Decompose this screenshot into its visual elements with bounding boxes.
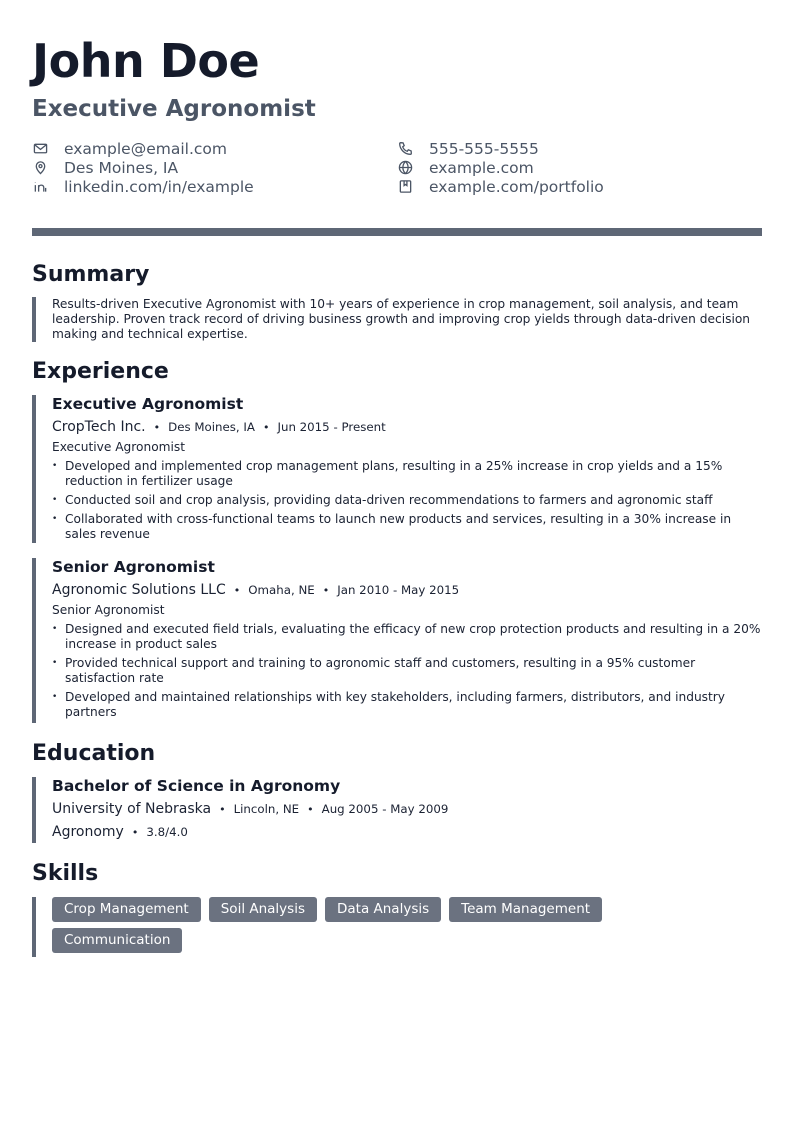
phone-text: 555-555-5555 xyxy=(429,139,539,158)
job-subtitle: Executive Agronomist xyxy=(52,440,186,454)
list-item: • Developed and implemented crop management plans, resulting in a 25% increase in crop yields and a 15% reduction in fertilizer usage xyxy=(52,459,762,489)
candidate-name: John Doe xyxy=(32,34,260,88)
contact-phone[interactable] xyxy=(397,139,539,158)
linkedin-icon xyxy=(32,179,48,195)
contact-linkedin[interactable] xyxy=(32,177,254,196)
education-heading: Education xyxy=(32,741,156,766)
job-dates: Jun 2015 - Present xyxy=(277,420,386,434)
separator-dot: • xyxy=(233,584,241,597)
contact-website[interactable] xyxy=(397,158,534,177)
skill-tag: Data Analysis xyxy=(325,897,441,922)
summary-block xyxy=(32,297,762,342)
portfolio-text: example.com/portfolio xyxy=(429,177,604,196)
summary-text: Results-driven Executive Agronomist with 10+ years of experience in crop management, soil analysis, and team leadership. Proven track record of driving business growth and improving crop yields through data-driven decision making and technical expertise. xyxy=(52,297,751,341)
skill-tag: Team Management xyxy=(449,897,602,922)
separator-dot: • xyxy=(153,421,161,434)
job-bullets xyxy=(52,459,762,542)
company-name: Agronomic Solutions LLC xyxy=(52,582,226,598)
map-pin-icon xyxy=(32,160,48,176)
separator-dot: • xyxy=(262,421,270,434)
education-dates: Aug 2005 - May 2009 xyxy=(321,802,449,816)
company-name: CropTech Inc. xyxy=(52,419,146,435)
skill-tag: Communication xyxy=(52,928,182,953)
linkedin-text: linkedin.com/in/example xyxy=(64,177,254,196)
location-text: Des Moines, IA xyxy=(64,158,179,177)
list-item: • Conducted soil and crop analysis, providing data-driven recommendations to farmers and agronomic staff xyxy=(52,493,762,508)
contact-email[interactable] xyxy=(32,139,227,158)
gpa-value: 3.8/4.0 xyxy=(146,825,188,839)
separator-dot: • xyxy=(131,826,139,839)
list-item: • Designed and executed field trials, evaluating the efficacy of new crop protection products and resulting in a 20% increase in product sales xyxy=(52,622,762,652)
skills-block xyxy=(32,897,762,957)
experience-heading: Experience xyxy=(32,359,169,384)
list-item: • Developed and maintained relationships with key stakeholders, including farmers, distributors, and industry partners xyxy=(52,690,762,720)
job-title: Senior Agronomist xyxy=(52,558,215,576)
education-entry xyxy=(32,777,762,843)
separator-dot: • xyxy=(307,803,314,816)
phone-icon xyxy=(397,141,413,157)
job-meta xyxy=(52,581,762,600)
job-meta xyxy=(52,418,762,437)
skills-list xyxy=(52,897,652,953)
header-divider xyxy=(32,228,762,236)
education-detail xyxy=(52,823,762,842)
job-dates: Jan 2010 - May 2015 xyxy=(337,583,460,597)
separator-dot: • xyxy=(219,803,226,816)
contact-info xyxy=(32,139,762,199)
skill-tag: Soil Analysis xyxy=(209,897,317,922)
major-name: Agronomy xyxy=(52,824,124,840)
list-item: • Provided technical support and training to agronomic staff and customers, resulting in a 95% customer satisfaction rate xyxy=(52,656,762,686)
list-item: • Collaborated with cross-functional teams to launch new products and services, resulting in a 30% increase in sales revenue xyxy=(52,512,762,542)
job-location: Omaha, NE xyxy=(248,583,315,597)
school-location: Lincoln, NE xyxy=(233,802,300,816)
email-text: example@email.com xyxy=(64,139,227,158)
education-meta xyxy=(52,800,762,819)
experience-entry xyxy=(32,558,762,723)
contact-portfolio[interactable] xyxy=(397,177,604,196)
job-bullets xyxy=(52,622,762,720)
job-location: Des Moines, IA xyxy=(168,420,255,434)
separator-dot: • xyxy=(322,584,330,597)
mail-icon xyxy=(32,141,48,157)
job-title: Executive Agronomist xyxy=(52,395,244,413)
job-subtitle: Senior Agronomist xyxy=(52,603,165,617)
bookmark-book-icon xyxy=(397,179,413,195)
contact-location xyxy=(32,158,178,177)
website-text: example.com xyxy=(429,158,534,177)
skills-heading: Skills xyxy=(32,861,99,886)
degree-title: Bachelor of Science in Agronomy xyxy=(52,777,341,795)
summary-heading: Summary xyxy=(32,262,150,287)
skill-tag: Crop Management xyxy=(52,897,201,922)
experience-entry xyxy=(32,395,762,543)
candidate-title: Executive Agronomist xyxy=(32,96,316,122)
globe-icon xyxy=(397,160,413,176)
school-name: University of Nebraska xyxy=(52,801,212,817)
